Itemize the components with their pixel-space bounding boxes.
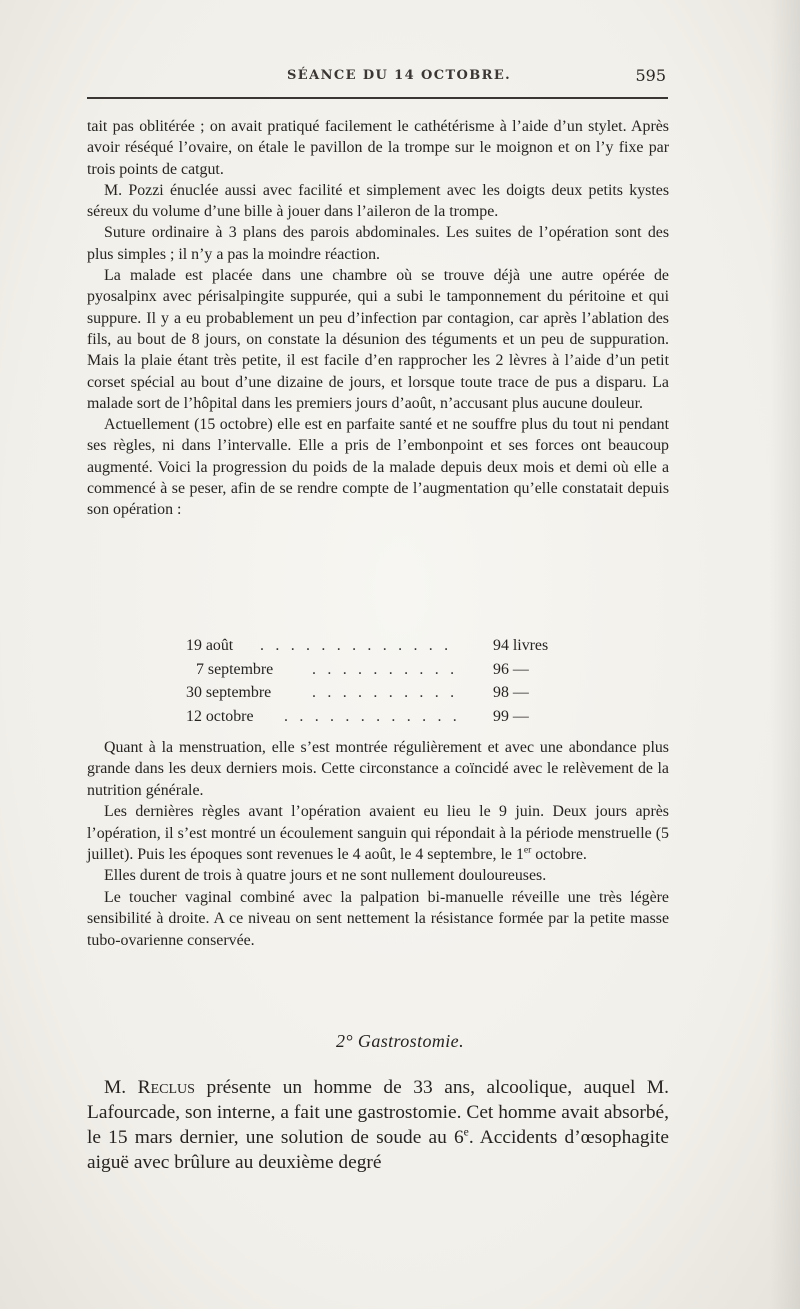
weight-date: 7 septembre: [196, 660, 274, 678]
running-title: SÉANCE DU 14 OCTOBRE.: [287, 68, 512, 83]
page-number: 595: [635, 66, 666, 85]
ordinal-superscript: er: [523, 844, 532, 856]
body-text-continued: [87, 737, 669, 951]
paragraph: M. Pozzi énuclée aussi avec facilité et simplement avec les doigts deux petits kystes séreux du volume d’une bille à jouer dans l’aileron de la trompe.: [87, 181, 669, 221]
leader-dots: . . . . . . . . . . . .: [284, 707, 461, 725]
weight-date: 30 septembre: [186, 684, 272, 701]
weight-row: [186, 634, 586, 658]
page-header: [87, 66, 668, 90]
paragraph-text: Les dernières règles avant l’opération avaient eu lieu le 9 juin. Deux jours après l’opération, il s’est montré un écoulement sanguin qui répondait à la période menstruelle (5 juillet). Puis les époques sont revenues le 4 août, le 4 septembre, le 1: [87, 803, 669, 864]
large-text-block: [87, 1075, 669, 1175]
weight-value: 94 livres: [493, 637, 549, 654]
paragraph: Quant à la menstruation, elle s’est montrée régulièrement et avec une abondance plus grande dans les deux derniers mois. Cette circonstance a coïncidé avec le relèvement de la nutrition générale.: [87, 739, 669, 799]
weight-value: 99 —: [493, 707, 529, 725]
paragraph: Le toucher vaginal combiné avec la palpation bi-manuelle réveille une très légère sensibilité à droite. A ce niveau on sent nettement la résistance formée par la petite masse tubo-ovarienne conservée.: [87, 888, 669, 949]
weight-value: 98 —: [493, 684, 529, 701]
paragraph-text: présente un homme de 33 ans, alcoolique, auquel M. Lafourcade, son interne, a fait une gastrostomie. Cet homme avait absorbé, le 15 mars dernier, une solution de soude au 6: [87, 1077, 670, 1148]
paragraph: [87, 1075, 669, 1175]
text-prefix: M.: [104, 1077, 138, 1098]
leader-dots: . . . . . . . . . .: [312, 684, 458, 701]
weight-value: 96 —: [493, 660, 529, 678]
weight-row: [186, 658, 586, 682]
paragraph: [87, 801, 669, 865]
weight-row: [186, 705, 586, 729]
paragraph-tail: octobre.: [531, 846, 587, 864]
paragraph: Elles durent de trois à quatre jours et ne sont nullement douloureuses.: [104, 867, 547, 885]
author-name: Reclus: [137, 1077, 195, 1098]
header-rule: [87, 97, 668, 99]
page-edge-shadow: [770, 0, 800, 1309]
paragraph: La malade est placée dans une chambre où se trouve déjà une autre opérée de pyosalpinx avec périsalpingite suppurée, qui a subi le tamponnement du péritoine et qui suppure. Il y a eu probablement un peu d’infection par contagion, car après l’ablation des fils, au bout de 8 jours, on constate la désunion des téguments et un peu de suppuration. Mais la plaie étant très petite, il est facile d’en rapprocher les 2 lèvres à l’aide d’un petit corset spécial au bout d’une dizaine de jours, et lorsque toute trace de pus a disparu. La malade sort de l’hôpital dans les premiers jours d’août, n’accusant plus aucune douleur.: [87, 267, 669, 412]
weight-table: [186, 634, 586, 728]
weight-date: 12 octobre: [186, 707, 254, 725]
leader-dots: . . . . . . . . . .: [312, 660, 458, 678]
weight-date: 19 août: [186, 637, 234, 654]
leader-dots: . . . . . . . . . . . . .: [260, 637, 452, 654]
paragraph-tail: . Accidents d’œsophagite aiguë avec brûlure au deuxième degré: [87, 1127, 669, 1173]
weight-row: [186, 681, 586, 705]
paragraph: tait pas oblitérée ; on avait pratiqué facilement le cathétérisme à l’aide d’un stylet. Après avoir réséqué l’ovaire, on étale le pavillon de la trompe sur le moignon et on l’y fixe par trois points de catgut.: [87, 118, 669, 178]
paragraph: Actuellement (15 octobre) elle est en parfaite santé et ne souffre plus du tout ni pendant ses règles, ni dans l’intervalle. Elle a pris de l’embonpoint et ses forces ont beaucoup augmenté. Voici la progression du poids de la malade depuis deux mois et demi où elle a commencé à se peser, afin de se rendre compte de l’augmentation qu’elle constatait depuis son opération :: [87, 416, 669, 519]
ordinal-superscript: e: [463, 1125, 469, 1139]
paragraph: Suture ordinaire à 3 plans des parois abdominales. Les suites de l’opération sont des plus simples ; il n’y a pas la moindre réaction.: [87, 224, 669, 263]
body-text: [87, 116, 669, 521]
section-heading: 2° Gastrostomie.: [336, 1031, 464, 1051]
